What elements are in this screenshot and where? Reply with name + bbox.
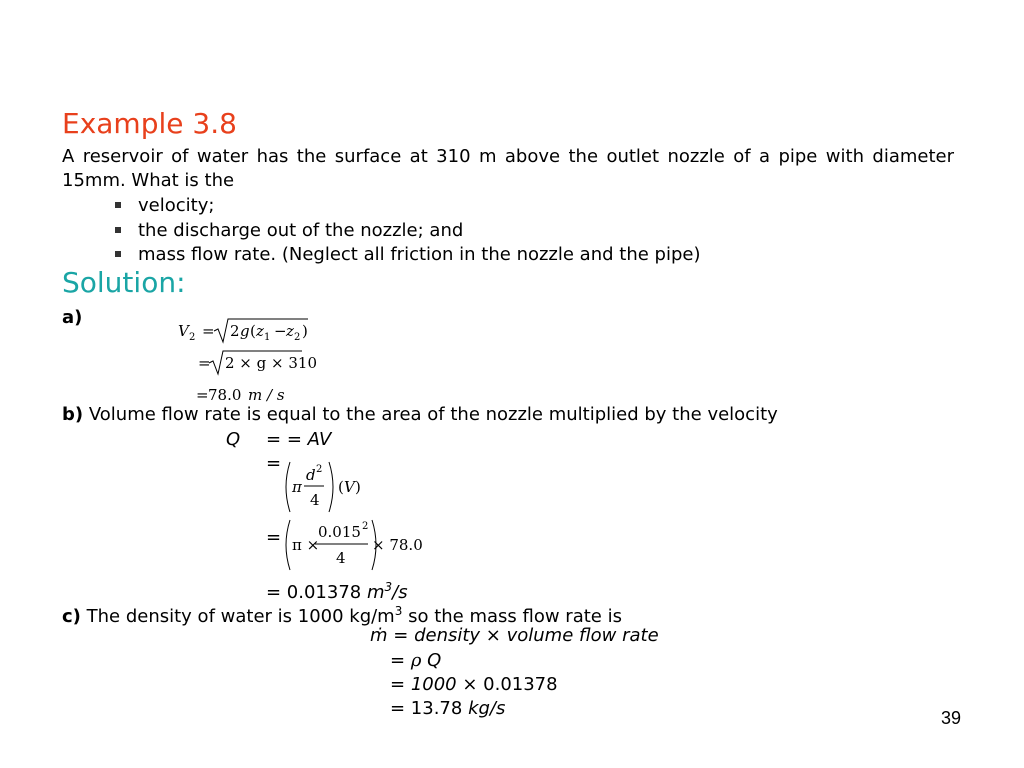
- bullet-text: mass flow rate. (Neglect all friction in the nozzle and the pipe): [138, 244, 701, 265]
- mass-flow-line-1: [370, 624, 659, 648]
- equals-sign: =: [196, 386, 209, 404]
- mdot-symbol: ṁ: [370, 625, 388, 646]
- part-c-label: c): [62, 606, 81, 627]
- left-paren: [286, 520, 290, 570]
- radicand: 2 × g × 310: [225, 354, 317, 372]
- bullet-item: [114, 194, 700, 219]
- density-value: 1000: [410, 674, 457, 695]
- solution-title: Solution:: [62, 266, 186, 299]
- pi-symbol: π: [292, 478, 302, 496]
- mass-flow-line-4: [390, 697, 505, 721]
- discharge-value: 0.01378: [483, 674, 558, 695]
- square-bullet-icon: [115, 251, 121, 257]
- left-paren: [286, 462, 290, 512]
- square-bullet-icon: [115, 227, 121, 233]
- q-equals-av: = = AV: [266, 429, 332, 450]
- part-c-text: The density of water is 1000 kg/m: [86, 606, 395, 627]
- times-sign: ×: [456, 674, 484, 695]
- times-velocity: × 78.0: [372, 536, 423, 554]
- z1-subscript: 1: [264, 332, 271, 343]
- discharge-unit: m: [366, 582, 385, 603]
- numerator-superscript: 2: [362, 521, 369, 532]
- square-bullet-icon: [115, 202, 121, 208]
- denominator: 4: [310, 491, 320, 509]
- z1-symbol: z: [256, 322, 264, 340]
- volume-flow-rate-words: volume flow rate: [506, 625, 659, 646]
- page-number: 39: [941, 708, 962, 728]
- z2-subscript: 2: [294, 332, 301, 343]
- mass-flow-value: = 13.78: [390, 698, 469, 719]
- coefficient: 2: [230, 322, 240, 340]
- g-symbol: g: [240, 322, 250, 340]
- close-paren: ): [302, 322, 308, 340]
- numerator-value: 0.015: [318, 523, 361, 541]
- unit-superscript: 3: [384, 580, 393, 594]
- discharge-value: = 0.01378: [266, 582, 367, 603]
- unit-tail: /s: [392, 582, 408, 603]
- equals-sign: =: [390, 674, 411, 695]
- bullet-item: [114, 243, 700, 268]
- times-sign: ×: [480, 625, 507, 646]
- equals-sign: =: [202, 322, 215, 340]
- part-b-label: b): [62, 404, 84, 425]
- z2-symbol: z: [286, 322, 294, 340]
- equals-sign: =: [390, 650, 411, 671]
- equals-sign: =: [387, 625, 415, 646]
- v-symbol: V: [344, 478, 355, 496]
- equals-sign-2: =: [266, 453, 282, 474]
- part-c-text-tail: so the mass flow rate is: [402, 606, 622, 627]
- bullet-item: [114, 219, 700, 244]
- part-b-statement: [62, 403, 778, 427]
- numerator-superscript: 2: [316, 464, 323, 475]
- q-symbol: Q: [421, 650, 442, 671]
- close-paren: ): [355, 478, 361, 496]
- pi-times: π ×: [292, 536, 320, 554]
- mass-flow-line-3: [390, 673, 558, 697]
- open-paren: (: [338, 478, 344, 496]
- q-symbol: Q: [226, 429, 241, 450]
- part-b-text: Volume flow rate is equal to the area of the nozzle multiplied by the velocity: [88, 404, 778, 425]
- problem-bullet-list: [114, 194, 700, 268]
- open-paren: (: [250, 322, 256, 340]
- numerator-d: d: [306, 466, 316, 484]
- equals-sign: =: [198, 354, 211, 372]
- problem-text: A reservoir of water has the surface at 310 m above the outlet nozzle of a pipe with diameter 15mm. What is the: [62, 146, 954, 191]
- velocity-equation-line-2: [170, 348, 320, 380]
- area-velocity-formula: [280, 458, 370, 516]
- mass-flow-line-2: [390, 649, 441, 673]
- part-c-superscript: 3: [394, 604, 403, 618]
- velocity-value: 78.0: [208, 386, 242, 404]
- example-title: Example 3.8: [62, 107, 237, 140]
- right-paren: [329, 462, 333, 512]
- mass-flow-unit: kg/s: [468, 698, 506, 719]
- v-symbol: V: [178, 322, 189, 340]
- v-subscript: 2: [189, 332, 196, 343]
- rho-symbol: ρ: [410, 650, 422, 671]
- minus-sign: −: [274, 322, 287, 340]
- numeric-discharge-formula: [280, 516, 430, 574]
- denominator: 4: [336, 549, 346, 567]
- av-expression: = AV: [286, 429, 332, 450]
- density-word: density: [414, 625, 481, 646]
- bullet-text: velocity;: [138, 195, 215, 216]
- velocity-unit: m / s: [248, 386, 285, 404]
- part-a-label: a): [62, 307, 83, 328]
- velocity-equation-line-1: [170, 314, 320, 348]
- bullet-text: the discharge out of the nozzle; and: [138, 219, 464, 241]
- equals-sign-3: =: [266, 527, 282, 548]
